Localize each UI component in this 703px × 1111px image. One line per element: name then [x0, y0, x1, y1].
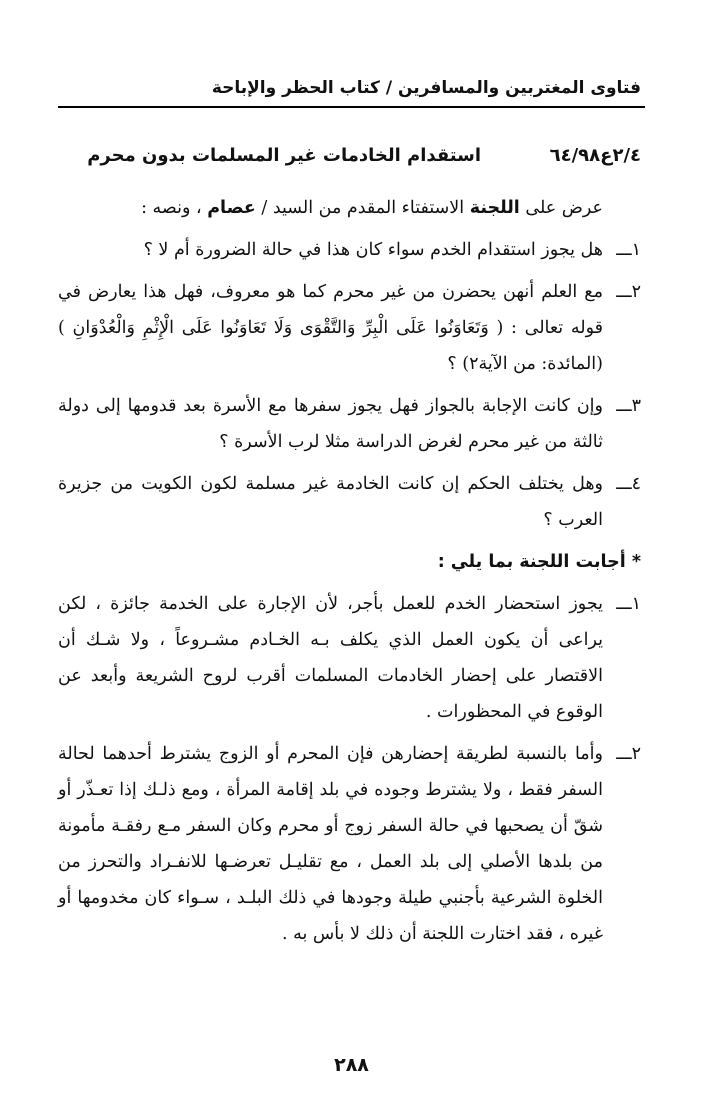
question-number: ٣ـــ [616, 396, 641, 416]
answer-number: ٢ـــ [616, 744, 641, 764]
fatwa-heading [87, 145, 641, 171]
answer-number: ١ـــ [616, 594, 641, 614]
question-item [58, 274, 641, 382]
question-text: وإن كانت الإجابة بالجواز فهل يجوز سفرها مع الأسرة بعد قدومها إلى دولة ثالثة من غير محرم لغرض الدراسة مثلا لرب الأسرة ؟ [58, 396, 603, 452]
intro-paragraph [58, 190, 641, 226]
intro-text-3: ، ونصه : [141, 198, 208, 218]
question-text: وهل يختلف الحكم إن كانت الخادمة غير مسلمة لكون الكويت من جزيرة العرب ؟ [58, 474, 603, 530]
answer-item [58, 586, 641, 730]
committee-label: اللجنة [469, 198, 520, 218]
header-divider [58, 106, 645, 108]
answer-item [58, 736, 641, 952]
question-number: ٤ـــ [616, 474, 641, 494]
document-body [58, 190, 641, 958]
answer-heading: * أجابت اللجنة بما يلي : [437, 552, 641, 572]
question-item [58, 388, 641, 460]
questioner-name: عصام [207, 198, 256, 218]
question-text: مع العلم أنهن يحضرن من غير محرم كما هو معروف، فهل هذا يعارض في قوله تعالى : ( وَتَعَاوَنُوا عَلَى الْبِرِّ وَالتَّقْوَى وَلَا تَعَاوَنُوا عَلَى الْإِثْمِ وَالْعُدْوَانِ ) (المائدة: من الآية٢) ؟ [58, 282, 603, 374]
intro-text-1: عرض على [519, 198, 603, 218]
question-text: هل يجوز استقدام الخدم سواء كان هذا في حالة الضرورة أم لا ؟ [143, 240, 603, 260]
question-item [58, 466, 641, 538]
question-number: ١ـــ [616, 240, 641, 260]
fatwa-number: ٢/٤ع٦٤/٩٨ [549, 145, 641, 166]
running-header: فتاوى المغتربين والمسافرين / كتاب الحظر والإباحة [211, 78, 641, 98]
intro-text-2: الاستفتاء المقدم من السيد / [255, 198, 470, 218]
answer-text: وأما بالنسبة لطريقة إحضارهن فإن المحرم أو الزوج يشترط أحدهما لحالة السفر فقط ، ولا يشترط وجوده في بلد إقامة المرأة ، ومع ذلـك إذا تعـذّر أو شقّ أن يصحبها في حالة السفر زوج أو محرم وكان السفر مـع رفقـة مأمونة من بلدها الأصلي إلى بلد العمل ، مع تقليـل تعرضـها للانفـراد والتحرز من الخلوة الشرعية بأجنبي طيلة وجودها في ذلك البلـد ، سـواء كان مخدومها أو غيره ، فقد اختارت اللجنة أن ذلك لا بأس به . [58, 744, 603, 944]
question-number: ٢ـــ [616, 282, 641, 302]
question-item [58, 232, 641, 268]
page-number: ٢٨٨ [334, 1054, 369, 1076]
answer-text: يجوز استحضار الخدم للعمل بأجر، لأن الإجارة على الخدمة جائزة ، لكن يراعى أن يكون العمل الذي يكلف بـه الخـادم مشـروعاً ، ولا شـك أن الاقتصار على إحضار الخادمات المسلمات أقرب لروح الشريعة وأبعد عن الوقوع في المحظورات . [58, 594, 603, 722]
fatwa-title: استقدام الخادمات غير المسلمات بدون محرم [87, 145, 481, 166]
